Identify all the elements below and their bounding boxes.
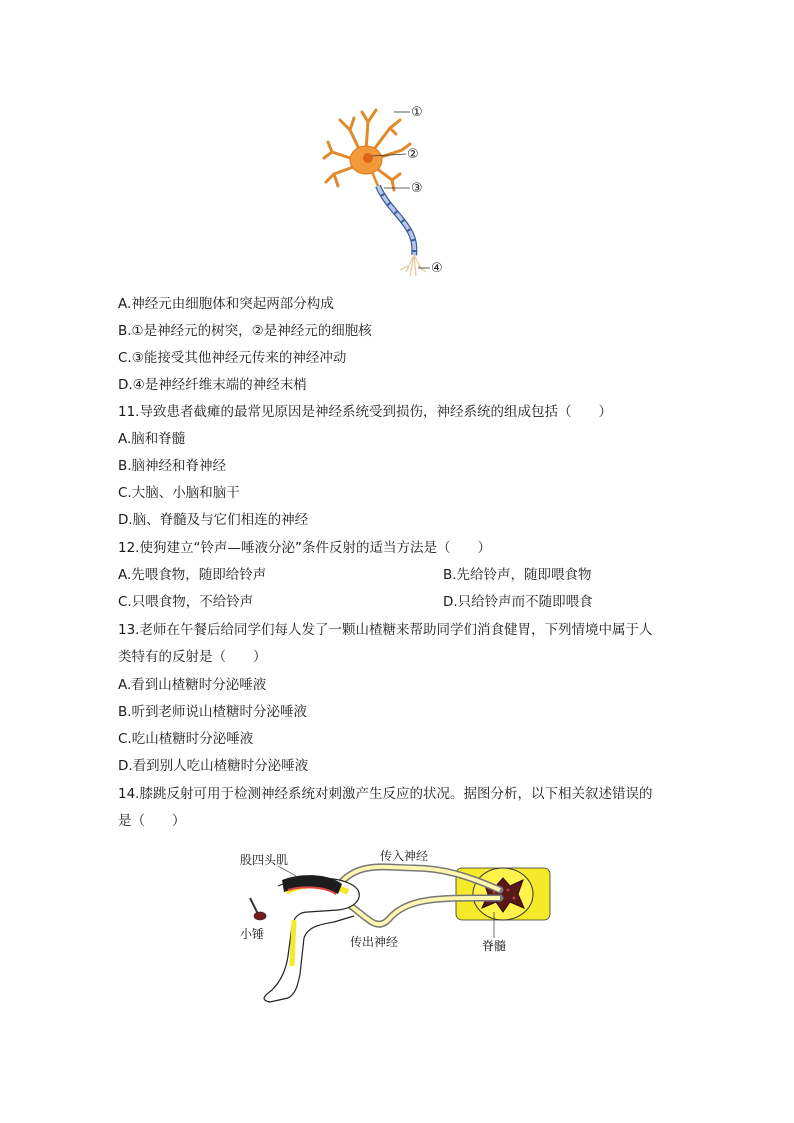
label-spinal-cord: 脊髓 [482, 939, 507, 953]
q10-option-d: D.④是神经纤维末端的神经末梢 [118, 377, 307, 393]
neuron-figure [310, 100, 470, 285]
label-quadriceps: 股四头肌 [240, 853, 289, 867]
neuron-nerve-endings [400, 255, 426, 276]
neuron-label-1: ① [411, 105, 423, 120]
neuron-label-2: ② [407, 147, 419, 162]
neuron-label-3: ③ [411, 181, 423, 196]
q13-option-d: D.看到别人吃山楂糖时分泌唾液 [118, 758, 309, 774]
q14-stem-line2: 是（ ） [118, 813, 186, 829]
q12-option-c: C.只喂食物，不给铃声 [118, 594, 254, 610]
q10-option-c: C.③能接受其他神经元传来的神经冲动 [118, 350, 347, 366]
q12-stem: 12.使狗建立“铃声—唾液分泌”条件反射的适当方法是（ ） [118, 540, 491, 556]
label-efferent-nerve: 传出神经 [350, 935, 399, 949]
q13-option-a: A.看到山楂糖时分泌唾液 [118, 677, 267, 693]
q11-option-d: D.脑、脊髓及与它们相连的神经 [118, 512, 309, 528]
knee-reflex-figure [238, 846, 558, 1006]
q10-option-a: A.神经元由细胞体和突起两部分构成 [118, 296, 334, 312]
q10-option-b: B.①是神经元的树突，②是神经元的细胞核 [118, 323, 372, 339]
q11-option-c: C.大脑、小脑和脑干 [118, 485, 240, 501]
q14-stem-line1: 14.膝跳反射可用于检测神经系统对刺激产生反应的状况。据图分析，以下相关叙述错误的 [118, 786, 653, 802]
q11-option-b: B.脑神经和脊神经 [118, 458, 227, 474]
leg [264, 878, 359, 1002]
q12-option-a: A.先喂食物，随即给铃声 [118, 567, 267, 583]
label-afferent-nerve: 传入神经 [380, 849, 429, 863]
q13-option-c: C.吃山楂糖时分泌唾液 [118, 731, 254, 747]
q13-option-b: B.听到老师说山楂糖时分泌唾液 [118, 704, 308, 720]
q11-option-a: A.脑和脊髓 [118, 431, 186, 447]
q11-stem: 11.导致患者截瘫的最常见原因是神经系统受到损伤，神经系统的组成包括（ ） [118, 404, 612, 420]
q13-stem-line2: 类特有的反射是（ ） [118, 649, 267, 665]
hammer-icon [250, 898, 266, 920]
q12-option-b: B.先给铃声，随即喂食物 [443, 567, 592, 583]
q12-option-d: D.只给铃声而不随即喂食 [443, 594, 593, 610]
neuron-label-4: ④ [431, 261, 443, 276]
label-hammer: 小锤 [240, 927, 265, 941]
q13-stem-line1: 13.老师在午餐后给同学们每人发了一颗山楂糖来帮助同学们消食健胃，下列情境中属于人 [118, 622, 653, 638]
neuron-nucleus [363, 153, 373, 163]
